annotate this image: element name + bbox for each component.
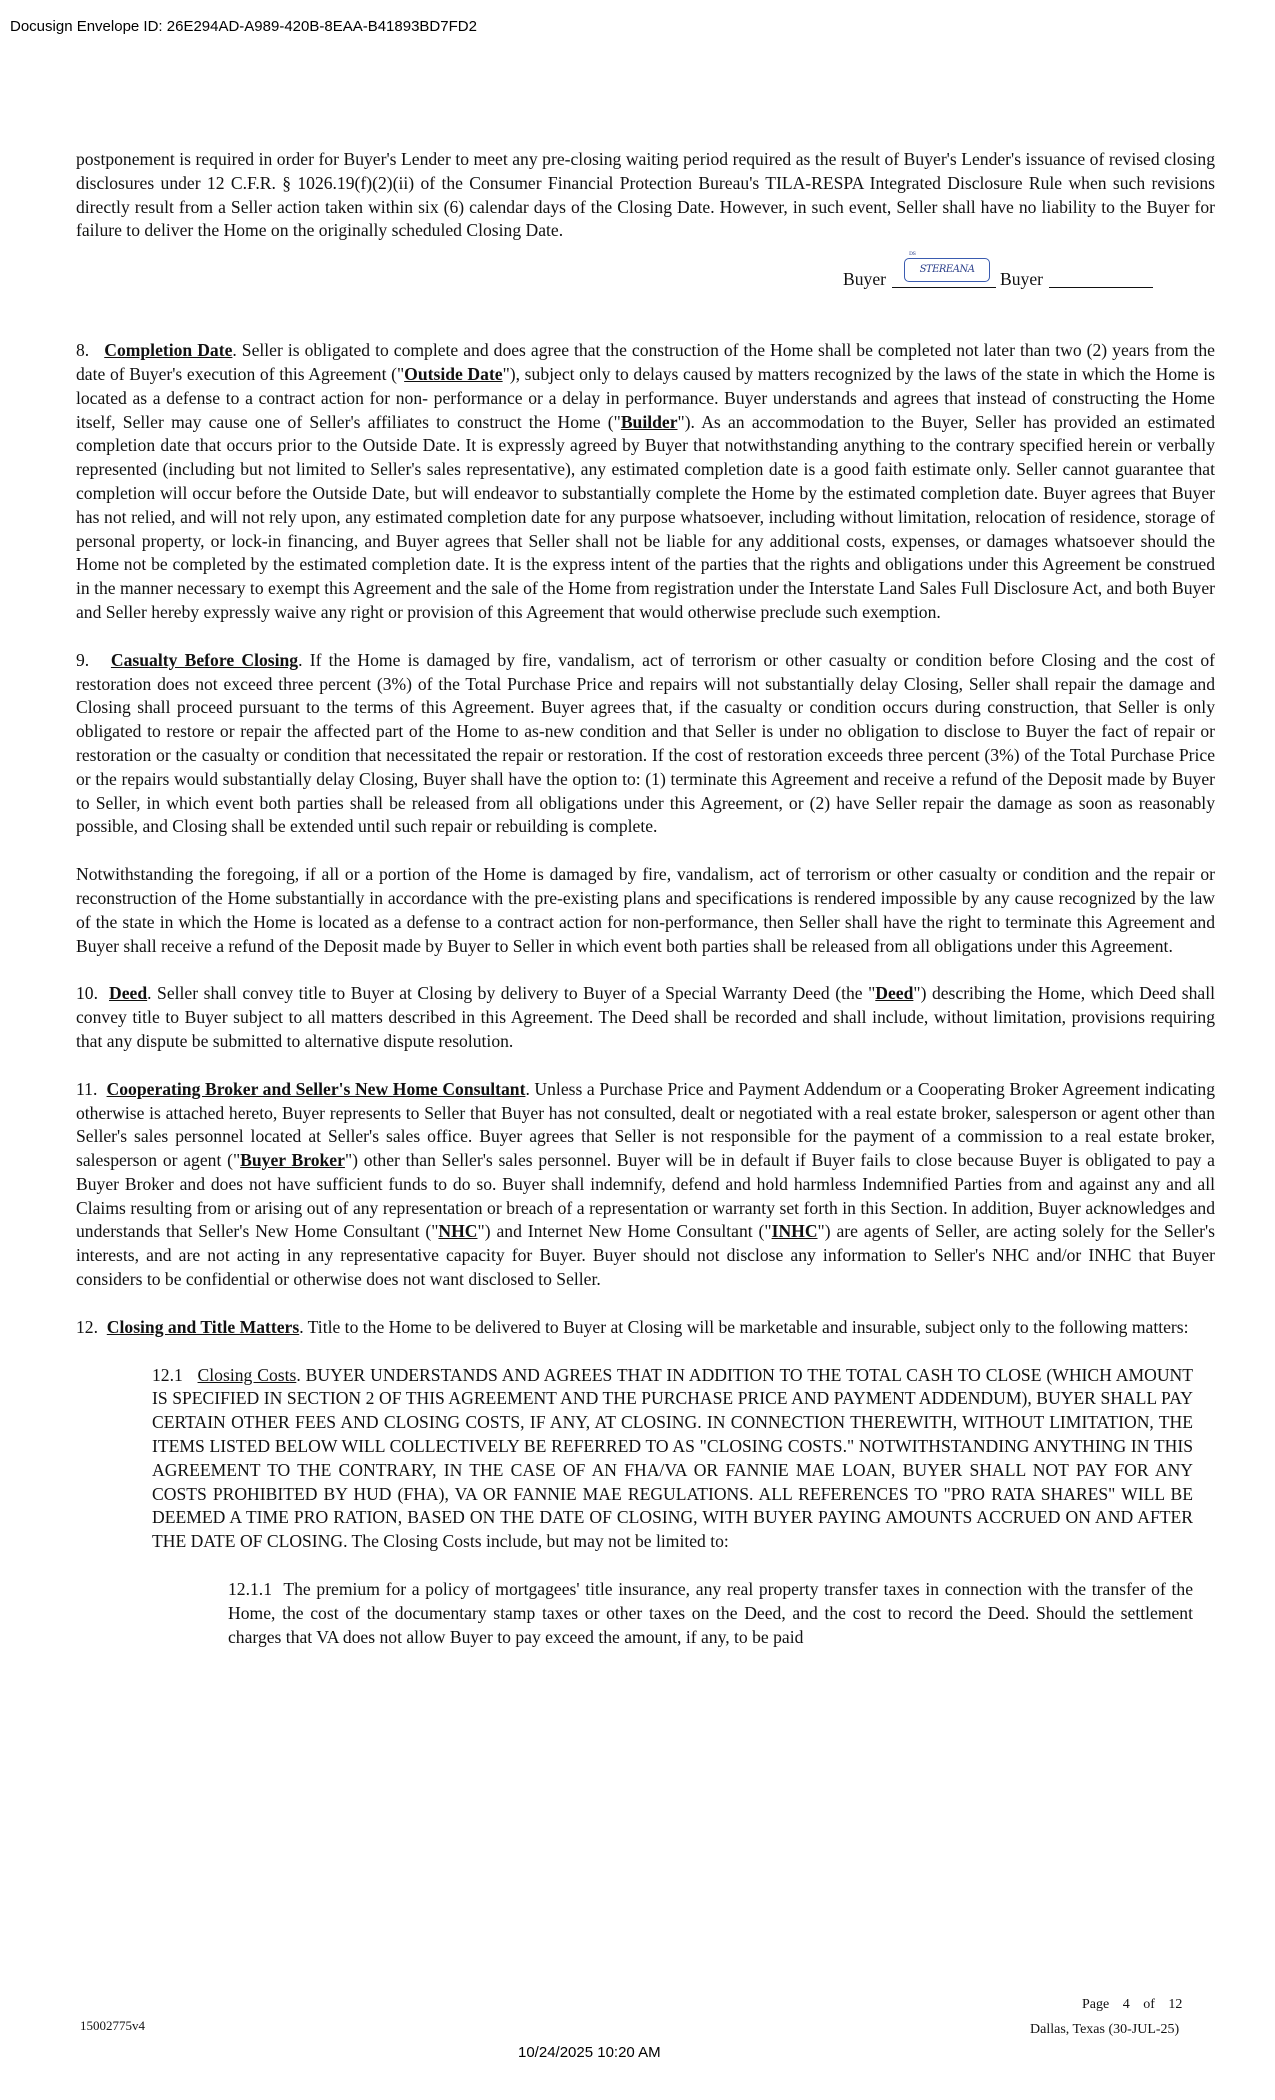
defined-term: NHC	[438, 1221, 478, 1242]
envelope-id-header: Docusign Envelope ID: 26E294AD-A989-420B-8EAA-B41893BD7FD2	[10, 18, 477, 35]
footer-page-number: Page 4 of 12	[1082, 1997, 1183, 2012]
subsection-12-1-1: 12.1.1 The premium for a policy of mortgagees' title insurance, any real property transfer taxes in connection with the transfer of the Home, the cost of the documentary stamp taxes or other taxes on the Deed, and the cost to record the Deed. Should the settlement charges that VA does not allow Buyer to pay exceed the amount, if any, to be paid	[228, 1579, 1194, 1647]
section-title: Completion Date	[104, 340, 233, 361]
section-10: 10. Deed. Seller shall convey title to Buyer at Closing by delivery to Buyer of a Special Warranty Deed (the "Deed") describing the Home, which Deed shall convey title to Buyer subject to all matters described in this Agreement. The Deed shall be recorded and shall include, without limitation, provisions requiring that any dispute be submitted to alternative dispute resolution.	[76, 983, 1216, 1051]
section-title: Deed	[109, 983, 148, 1004]
section-9-paragraph-2: Notwithstanding the foregoing, if all or a portion of the Home is damaged by fire, vandalism, act of terrorism or other casualty or condition and the repair or reconstruction of the Home substantially in accordance with the pre-existing plans and specifications is rendered impossible by any cause recognized by the law of the state in which the Home is located as a defense to a contract action for non-performance, then Seller shall have the right to terminate this Agreement and Buyer shall receive a refund of the Deposit made by Buyer to Seller in which event both parties shall be released from all obligations under this Agreement.	[76, 864, 1215, 956]
section-11: 11. Cooperating Broker and Seller's New Home Consultant. Unless a Purchase Price and Payment Addendum or a Cooperating Broker Agreement indicating otherwise is attached hereto, Buyer represents to Seller that Buyer has not consulted, dealt or negotiated with a real estate broker, salesperson or agent other than Seller's sales personnel located at Seller's sales office. Buyer agrees that Seller is not responsible for the payment of a commission to a real estate broker, salesperson or agent ("Buyer Broker") other than Seller's sales personnel. Buyer will be in default if Buyer fails to close because Buyer is obligated to pay a Buyer Broker and does not have sufficient funds to do so. Buyer shall indemnify, defend and hold harmless Indemnified Parties from and against any and all Claims resulting from or arising out of any representation or breach of a representation or warranty set forth in this Section. In addition, Buyer acknowledges and understands that Seller's New Home Consultant ("NHC") and Internet New Home Consultant ("INHC") are agents of Seller, are acting solely for the Seller's interests, and are not acting in any representative capacity for Buyer. Buyer should not disclose any information to Seller's NHC and/or INHC that Buyer considers to be confidential or otherwise does not want disclosed to Seller.	[76, 1078, 1215, 1290]
footer-document-id: 15002775v4	[80, 2018, 145, 2033]
defined-term: INHC	[771, 1221, 818, 1242]
section-title: Cooperating Broker and Seller's New Home Consultant	[106, 1078, 526, 1099]
section-number: 9.	[76, 649, 90, 670]
subsection-12-1: 12.1 Closing Costs. BUYER UNDERSTANDS AND AGREES THAT IN ADDITION TO THE TOTAL CASH TO CLOSE (WHICH AMOUNT IS SPECIFIED IN SECTION 2 OF THIS AGREEMENT AND THE PURCHASE PRICE AND PAYMENT ADDENDUM), BUYER SHALL PAY CERTAIN OTHER FEES AND CLOSING COSTS, IF ANY, AT CLOSING. IN CONNECTION THEREWITH, WITHOUT LIMITATION, THE ITEMS LISTED BELOW WILL COLLECTIVELY BE REFERRED TO AS "CLOSING COSTS." NOTWITHSTANDING ANYTHING IN THIS AGREEMENT TO THE CONTRARY, IN THE CASE OF AN FHA/VA OR FANNIE MAE LOAN, BUYER SHALL NOT PAY FOR ANY COSTS PROHIBITED BY HUD (FHA), VA OR FANNIE MAE REGULATIONS. ALL REFERENCES TO "PRO RATA SHARES" WILL BE DEEMED A TIME PRO RATION, BASED ON THE DATE OF CLOSING, WITH BUYER PAYING AMOUNTS ACCRUED ON AND AFTER THE DATE OF CLOSING. The Closing Costs include, but may not be limited to:	[152, 1364, 1193, 1552]
defined-term: Buyer Broker	[240, 1150, 345, 1171]
section-title: Closing and Title Matters	[106, 1316, 300, 1337]
section-number: 12.	[76, 1316, 98, 1337]
section-9: 9. Casualty Before Closing. If the Home is damaged by fire, vandalism, act of terrorism or other casualty or condition before Closing and the cost of restoration does not exceed three percent (3%) of the Total Purchase Price and repairs will not substantially delay Closing, Seller shall repair the damage and Closing shall proceed pursuant to the terms of this Agreement. Buyer agrees that, if the casualty or condition occurs during construction, that Seller is only obligated to restore or repair the affected part of the Home to as-new condition and that Seller is under no obligation to disclose to Buyer the fact of repair or restoration or the casualty or condition that necessitated the repair or restoration. If the cost of restoration exceeds three percent (3%) of the Total Purchase Price or the repairs would substantially delay Closing, Buyer shall have the option to: (1) terminate this Agreement and receive a refund of the Deposit made by Buyer to Seller, in which event both parties shall be released from all obligations under this Agreement, or (2) have Seller repair the damage as soon as reasonably possible, and Closing shall be extended until such repair or rebuilding is complete.	[76, 649, 1215, 837]
buyer-label-1: Buyer	[843, 269, 886, 290]
buyer-initials-row	[76, 251, 1157, 295]
section-12: 12. Closing and Title Matters. Title to the Home to be delivered to Buyer at Closing will be marketable and insurable, subject only to the following matters:	[76, 1316, 1189, 1337]
subsection-number: 12.1	[152, 1364, 183, 1385]
buyer-initials-field-2[interactable]	[1049, 267, 1153, 288]
defined-term: Builder	[620, 411, 678, 432]
section-number: 10.	[76, 983, 98, 1004]
subsection-title: Closing Costs	[197, 1364, 297, 1385]
section-title: Casualty Before Closing	[110, 649, 299, 670]
document-body	[76, 148, 1215, 1649]
buyer-label-2: Buyer	[1000, 269, 1043, 290]
intro-paragraph: postponement is required in order for Buyer's Lender to meet any pre-closing waiting period required as the result of Buyer's Lender's issuance of revised closing disclosures under 12 C.F.R. § 1026.19(f)(2)(ii) of the Consumer Financial Protection Bureau's TILA-RESPA Integrated Disclosure Rule when such revisions directly result from a Seller action taken within six (6) calendar days of the Closing Date. However, in such event, Seller shall have no liability to the Buyer for failure to deliver the Home on the originally scheduled Closing Date.	[76, 149, 1215, 241]
section-number: 11.	[76, 1078, 98, 1099]
defined-term: Deed	[875, 983, 914, 1004]
docusign-initials-stamp: DS STEREANA	[904, 258, 990, 282]
footer-timestamp: 10/24/2025 10:20 AM	[518, 2044, 661, 2061]
footer-location: Dallas, Texas (30-JUL-25)	[1030, 2022, 1180, 2037]
subsection-number: 12.1.1	[228, 1579, 272, 1600]
defined-term: Outside Date	[404, 363, 503, 384]
section-8: 8. Completion Date. Seller is obligated to complete and does agree that the construction of the Home shall be completed not later than two (2) years from the date of Buyer's execution of this Agreement ("Outside Date"), subject only to delays caused by matters recognized by the laws of the state in which the Home is located as a defense to a contract action for non- performance or a delay in performance. Buyer understands and agrees that instead of constructing the Home itself, Seller may cause one of Seller's affiliates to construct the Home ("Builder"). As an accommodation to the Buyer, Seller has provided an estimated completion date that occurs prior to the Outside Date. It is expressly agreed by Buyer that notwithstanding anything to the contrary specified herein or verbally represented (including but not limited to Seller's sales representative), any estimated completion date is a good faith estimate only. Seller cannot guarantee that completion will occur before the Outside Date, but will endeavor to substantially complete the Home by the estimated completion date. Buyer agrees that Buyer has not relied, and will not rely upon, any estimated completion date for any purpose whatsoever, including without limitation, relocation of residence, storage of personal property, or lock-in financing, and Buyer agrees that Seller shall not be liable for any additional costs, expenses, or damages whatsoever should the Home not be completed by the estimated completion date. It is the express intent of the parties that the rights and obligations under this Agreement be construed in the manner necessary to exempt this Agreement and the sale of the Home from registration under the Interstate Land Sales Full Disclosure Act, and both Buyer and Seller hereby expressly waive any right or provision of this Agreement that would otherwise preclude such exemption.	[76, 340, 1215, 622]
buyer-initials-field-1[interactable]	[892, 251, 996, 288]
section-number: 8.	[76, 340, 90, 361]
